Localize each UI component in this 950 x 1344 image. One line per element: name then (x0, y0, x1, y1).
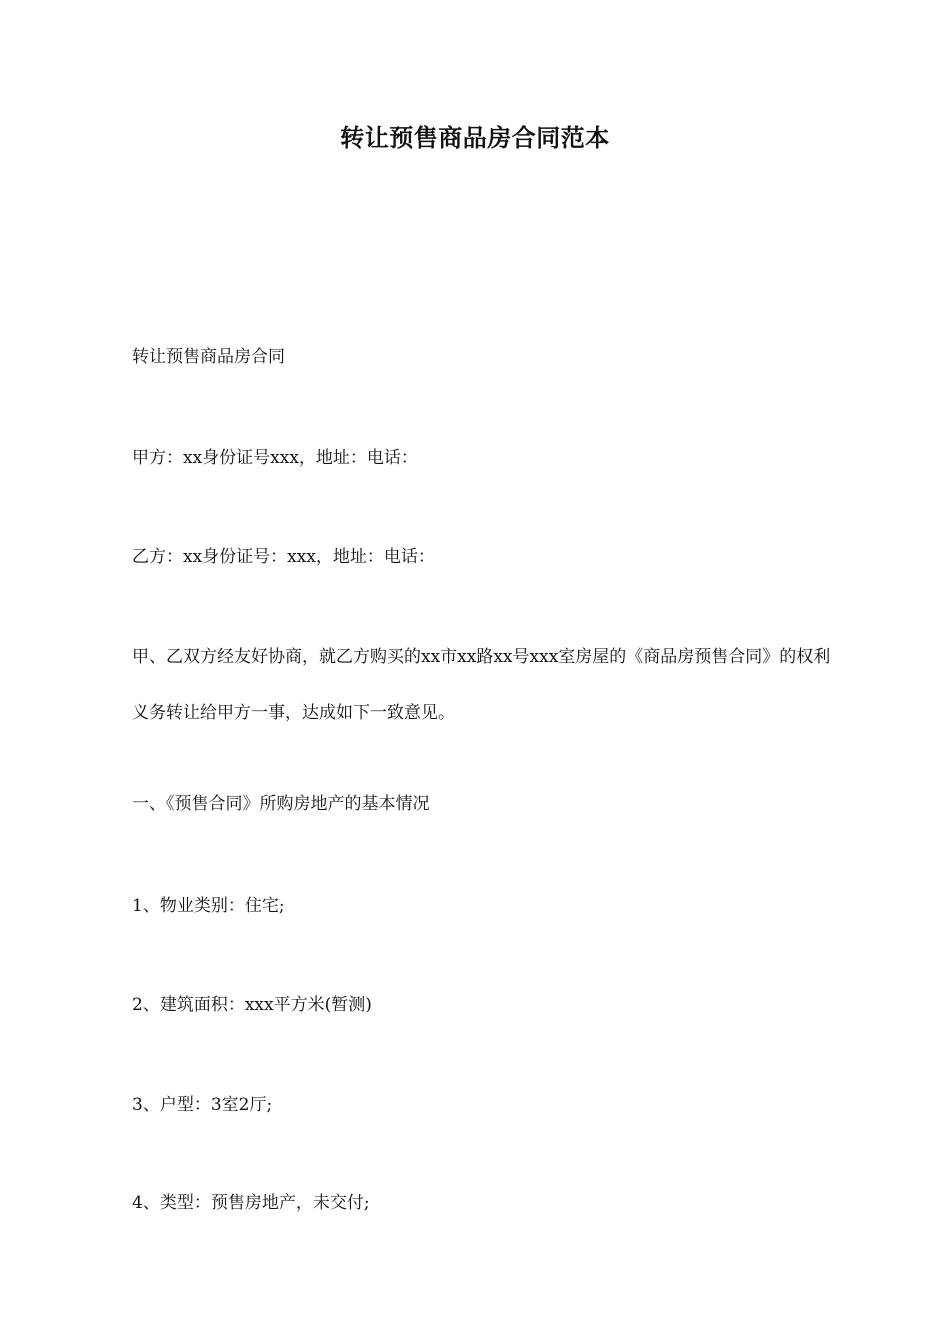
document-title: 转让预售商品房合同范本 (340, 124, 610, 152)
contract-subtitle: 转让预售商品房合同 (132, 347, 285, 367)
section-heading-1: 一、《预售合同》所购房地产的基本情况 (132, 794, 430, 814)
party-a-line: 甲方：xx身份证号xxx，地址：电话： (132, 448, 418, 468)
list-item: 3、户型：3室2厅; (132, 1095, 273, 1115)
list-item: 4、类型：预售房地产，未交付; (132, 1193, 370, 1213)
list-item: 2、建筑面积：xxx平方米(暂测) (132, 995, 372, 1015)
intro-paragraph: 甲、乙双方经友好协商，就乙方购买的xx市xx路xx号xxx室房屋的《商品房预售合同》的权利义务转让给甲方一事，达成如下一致意见。 (132, 647, 831, 723)
list-item: 1、物业类别：住宅; (132, 896, 285, 916)
party-b-line: 乙方：xx身份证号：xxx，地址：电话： (132, 547, 435, 567)
